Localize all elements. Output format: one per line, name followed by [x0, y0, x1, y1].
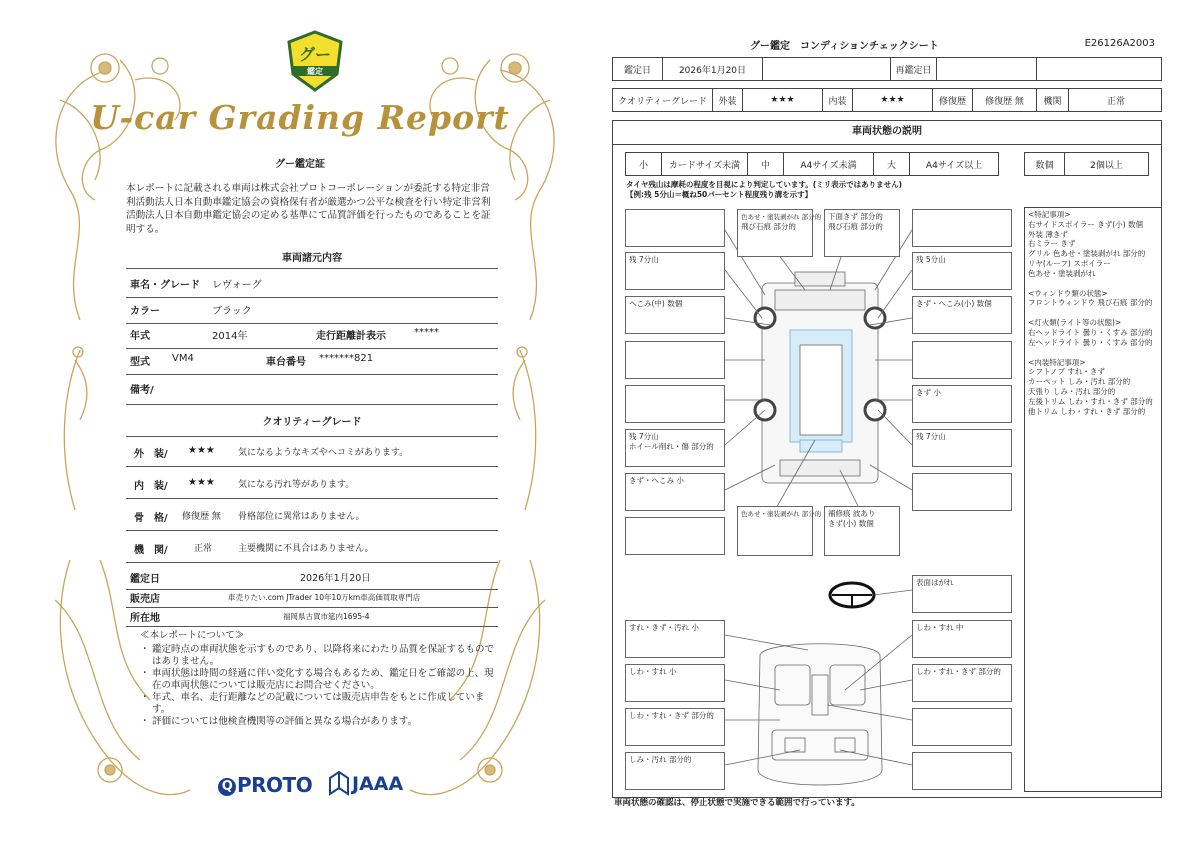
quality-row-frame: [126, 509, 498, 531]
mileage-label: 走行距離計表示: [316, 331, 386, 342]
ext-box-right-5: きず 小: [912, 385, 1012, 423]
appraisal-date-label: 鑑定日: [130, 574, 160, 585]
proto-logo: Q PROTO: [218, 773, 312, 797]
int-box-right-2: しわ・すれ・きず 部分的: [912, 664, 1012, 702]
certificate-title: グー鑑定証: [275, 159, 325, 170]
special-notes-interior: <内装特記事項> シフトノブ すれ・きず カーペット しみ・汚れ 部分的 天張り しみ・汚れ 部分的 左後トリム しわ・すれ・きず 部分的 他トリム しわ・すれ・きず 部分的: [1028, 357, 1153, 416]
spec-divider: [126, 268, 498, 269]
int-box-steering: 表面はがれ: [912, 575, 1012, 613]
year-value: 2014年: [212, 331, 248, 342]
badge-bottom-text: 鑑定: [307, 67, 323, 76]
jaaa-logo-icon: [330, 772, 348, 794]
note-item: ・ 鑑定時点の車両状態を示すものであり、以降将来にわたり品質を保証するものではありません。: [140, 644, 500, 668]
row-dealer: [126, 590, 498, 608]
int-box-right-1: しわ・すれ 中: [912, 620, 1012, 658]
size-small: 小: [626, 153, 662, 175]
tire-note: タイヤ残山は摩耗の程度を目視により判定しています。(ミリ表示ではありません) 【例:残 5分山＝概ね50パーセント程度残り溝を示す】: [626, 180, 903, 199]
quality-row-exterior: [126, 445, 498, 467]
int-box-left-2: しわ・すれ 小: [625, 664, 725, 702]
dealer-value: 車売りたい.com JTrader 10年10万km車高価買取専門店: [228, 593, 421, 602]
chassis-label: 車台番号: [266, 357, 306, 368]
engine-label: 機 関/: [134, 545, 168, 556]
color-value: ブラック: [212, 306, 252, 317]
date-value: 2026年1月20日: [663, 58, 763, 80]
ext-box-left-2: 残 7分山: [625, 252, 725, 290]
ext-box-right-3: きず・へこみ(小) 数個: [912, 296, 1012, 334]
size-mid: 中: [748, 153, 784, 175]
count-desc: 2個以上: [1090, 160, 1123, 171]
int-box-left-4: しみ・汚れ 部分的: [625, 752, 725, 790]
year-label: 年式: [130, 331, 150, 342]
size-large-desc: A4サイズ以上: [925, 160, 983, 171]
repair-value: 修復歴 無: [973, 89, 1037, 111]
quality-row-engine: [126, 541, 498, 563]
ext-box-right-4: [912, 341, 1012, 379]
qg-label: クオリティーグレード: [613, 89, 713, 111]
ext-box-right-6: 残 7分山: [912, 429, 1012, 467]
interior-stars: ★★★: [188, 477, 215, 488]
appraisal-date-value: 2026年1月20日: [300, 573, 371, 584]
spec-row-year: [126, 327, 498, 349]
size-small-desc: カードサイズ未満: [662, 153, 748, 175]
note-item: ・ 評価については他検査機関等の評価と異なる場合があります。: [140, 716, 500, 728]
document-id: E26126A2003: [1084, 38, 1155, 49]
special-notes-lights: <灯火類(ライト等の状態)> 右ヘッドライト 曇り・くすみ 部分的 左ヘッドライト 曇り・くすみ 部分的: [1028, 318, 1153, 347]
row-appraisal-date: [126, 570, 498, 590]
exterior-label: 外 装/: [134, 449, 168, 460]
note-item: ・ 年式、車名、走行距離などの記載については販売店申告をもとに作成しています。: [140, 692, 500, 716]
goo-appraisal-badge-icon: [287, 30, 343, 92]
special-notes-general: <特記事項> 右サイドスポイラー きず(小) 数個 外装 薄きず 右ミラー きず グリル 色あせ・塗装剥がれ 部分的 リヤ(ルーフ) スポイラー 色あせ・塗装剥がれ: [1028, 210, 1146, 278]
int-value: ★★★: [853, 89, 933, 111]
sheet-title: グー鑑定 コンディションチェックシート: [750, 41, 939, 52]
count-label: 数個: [1025, 153, 1065, 175]
engine-label: 機関: [1037, 89, 1069, 111]
ext-box-bottom-right: 補修痕 波あり きず(小) 数個: [824, 506, 900, 556]
engine-note: 主要機関に不具合はありません。: [238, 544, 374, 554]
location-label: 所在地: [130, 613, 160, 624]
special-notes: [1024, 207, 1162, 792]
mileage-value: *****: [414, 327, 439, 338]
int-label: 内装: [823, 89, 853, 111]
frame-value: 修復歴 無: [182, 512, 221, 522]
ext-box-left-6: 残 7分山 ホイール削れ・傷 部分的: [625, 429, 725, 467]
dealer-label: 販売店: [130, 594, 160, 605]
condition-section-title: 車両状態の説明: [612, 120, 1162, 145]
name-value: レヴォーグ: [212, 280, 262, 291]
spec-row-remarks: [126, 381, 498, 405]
int-box-right-3: [912, 708, 1012, 746]
spec-row-name: [126, 276, 498, 298]
ext-label: 外装: [713, 89, 743, 111]
sheet-footer: 車両状態の確認は、停止状態で実施できる範囲で行っています。: [614, 798, 860, 808]
ext-box-right-1: [912, 209, 1012, 247]
ext-box-left-3: へこみ(中) 数個: [625, 296, 725, 334]
location-value: 福岡県古賀市筵内1695-4: [283, 612, 370, 621]
condition-check-sheet: [600, 0, 1200, 848]
remarks-label: 備考/: [130, 385, 154, 396]
int-box-left-1: すれ・きず・汚れ 小: [625, 620, 725, 658]
row-location: [126, 609, 498, 627]
ext-box-left-8: [625, 517, 725, 555]
ext-box-left-7: きず・へこみ 小: [625, 473, 725, 511]
size-mid-desc: A4サイズ未満: [784, 153, 874, 175]
chassis-value: *******821: [319, 353, 374, 364]
certificate-text: 本レポートに記載される車両は株式会社プロトコーポレーションが委託する特定非営利活動法人日本自動車鑑定協会の資格保有者が厳選かつ公平な検査を行い特定非営利活動法人日本自動車鑑定協会の定める基準にて品質評価を行ったものであることを証明する。: [126, 183, 491, 235]
ext-box-left-5: [625, 385, 725, 423]
color-label: カラー: [130, 306, 160, 317]
jaaa-logo: JAAA: [330, 772, 403, 795]
note-item: ・ 車両状態は時間の経過に伴い変化する場合もあるため、鑑定日をご確認の上、現在の車両状態については販売店にお問合せください。: [140, 668, 500, 692]
quality-row-interior: [126, 477, 498, 499]
exterior-note: 気になるようなキズやヘコミがあります。: [238, 448, 409, 458]
interior-note: 気になる汚れ等があります。: [238, 480, 355, 490]
reinspect-label: 再鑑定日: [891, 58, 937, 80]
special-notes-window: <ウィンドウ類の状態> フロントウィンドウ 飛び石痕 部分的: [1028, 288, 1153, 308]
engine-value: 正常: [194, 544, 213, 554]
int-box-right-4: [912, 752, 1012, 790]
name-label: 車名・グレード: [130, 280, 200, 291]
proto-logo-icon: Q: [218, 778, 236, 796]
date-label: 鑑定日: [613, 58, 663, 80]
model-value: VM4: [172, 353, 194, 364]
ext-box-left-1: [625, 209, 725, 247]
spec-row-color: [126, 302, 498, 324]
spec-row-model: [126, 353, 498, 375]
ext-box-left-4: [625, 341, 725, 379]
exterior-stars: ★★★: [188, 445, 215, 456]
frame-label: 骨 格/: [134, 513, 168, 524]
model-label: 型式: [130, 357, 150, 368]
notes-title: ≪本レポートについて≫: [140, 630, 245, 641]
quality-section-title: クオリティーグレード: [126, 413, 498, 437]
ext-box-top-left: 色あせ・塗装剥がれ 部分的 飛び石痕 部分的: [737, 209, 813, 257]
repair-label: 修復歴: [933, 89, 973, 111]
int-box-left-3: しわ・すれ・きず 部分的: [625, 708, 725, 746]
ext-box-right-7: [912, 473, 1012, 511]
size-large: 大: [874, 153, 910, 175]
ext-value: ★★★: [743, 89, 823, 111]
engine-value: 正常: [1106, 96, 1125, 107]
ext-box-right-2: 残 5分山: [912, 252, 1012, 290]
frame-note: 骨格部位に異常はありません。: [238, 512, 365, 522]
ext-box-bottom-left: 色あせ・塗装剥がれ 部分的: [737, 506, 813, 556]
interior-label: 内 装/: [134, 481, 168, 492]
report-notes: [140, 630, 500, 728]
report-title: U-car Grading Report: [90, 98, 510, 137]
ext-box-top-right: 下面きず 部分的 飛び石痕 部分的: [824, 209, 900, 257]
badge-top-text: グー: [298, 45, 332, 64]
spec-section-title: 車両諸元内容: [282, 253, 342, 264]
